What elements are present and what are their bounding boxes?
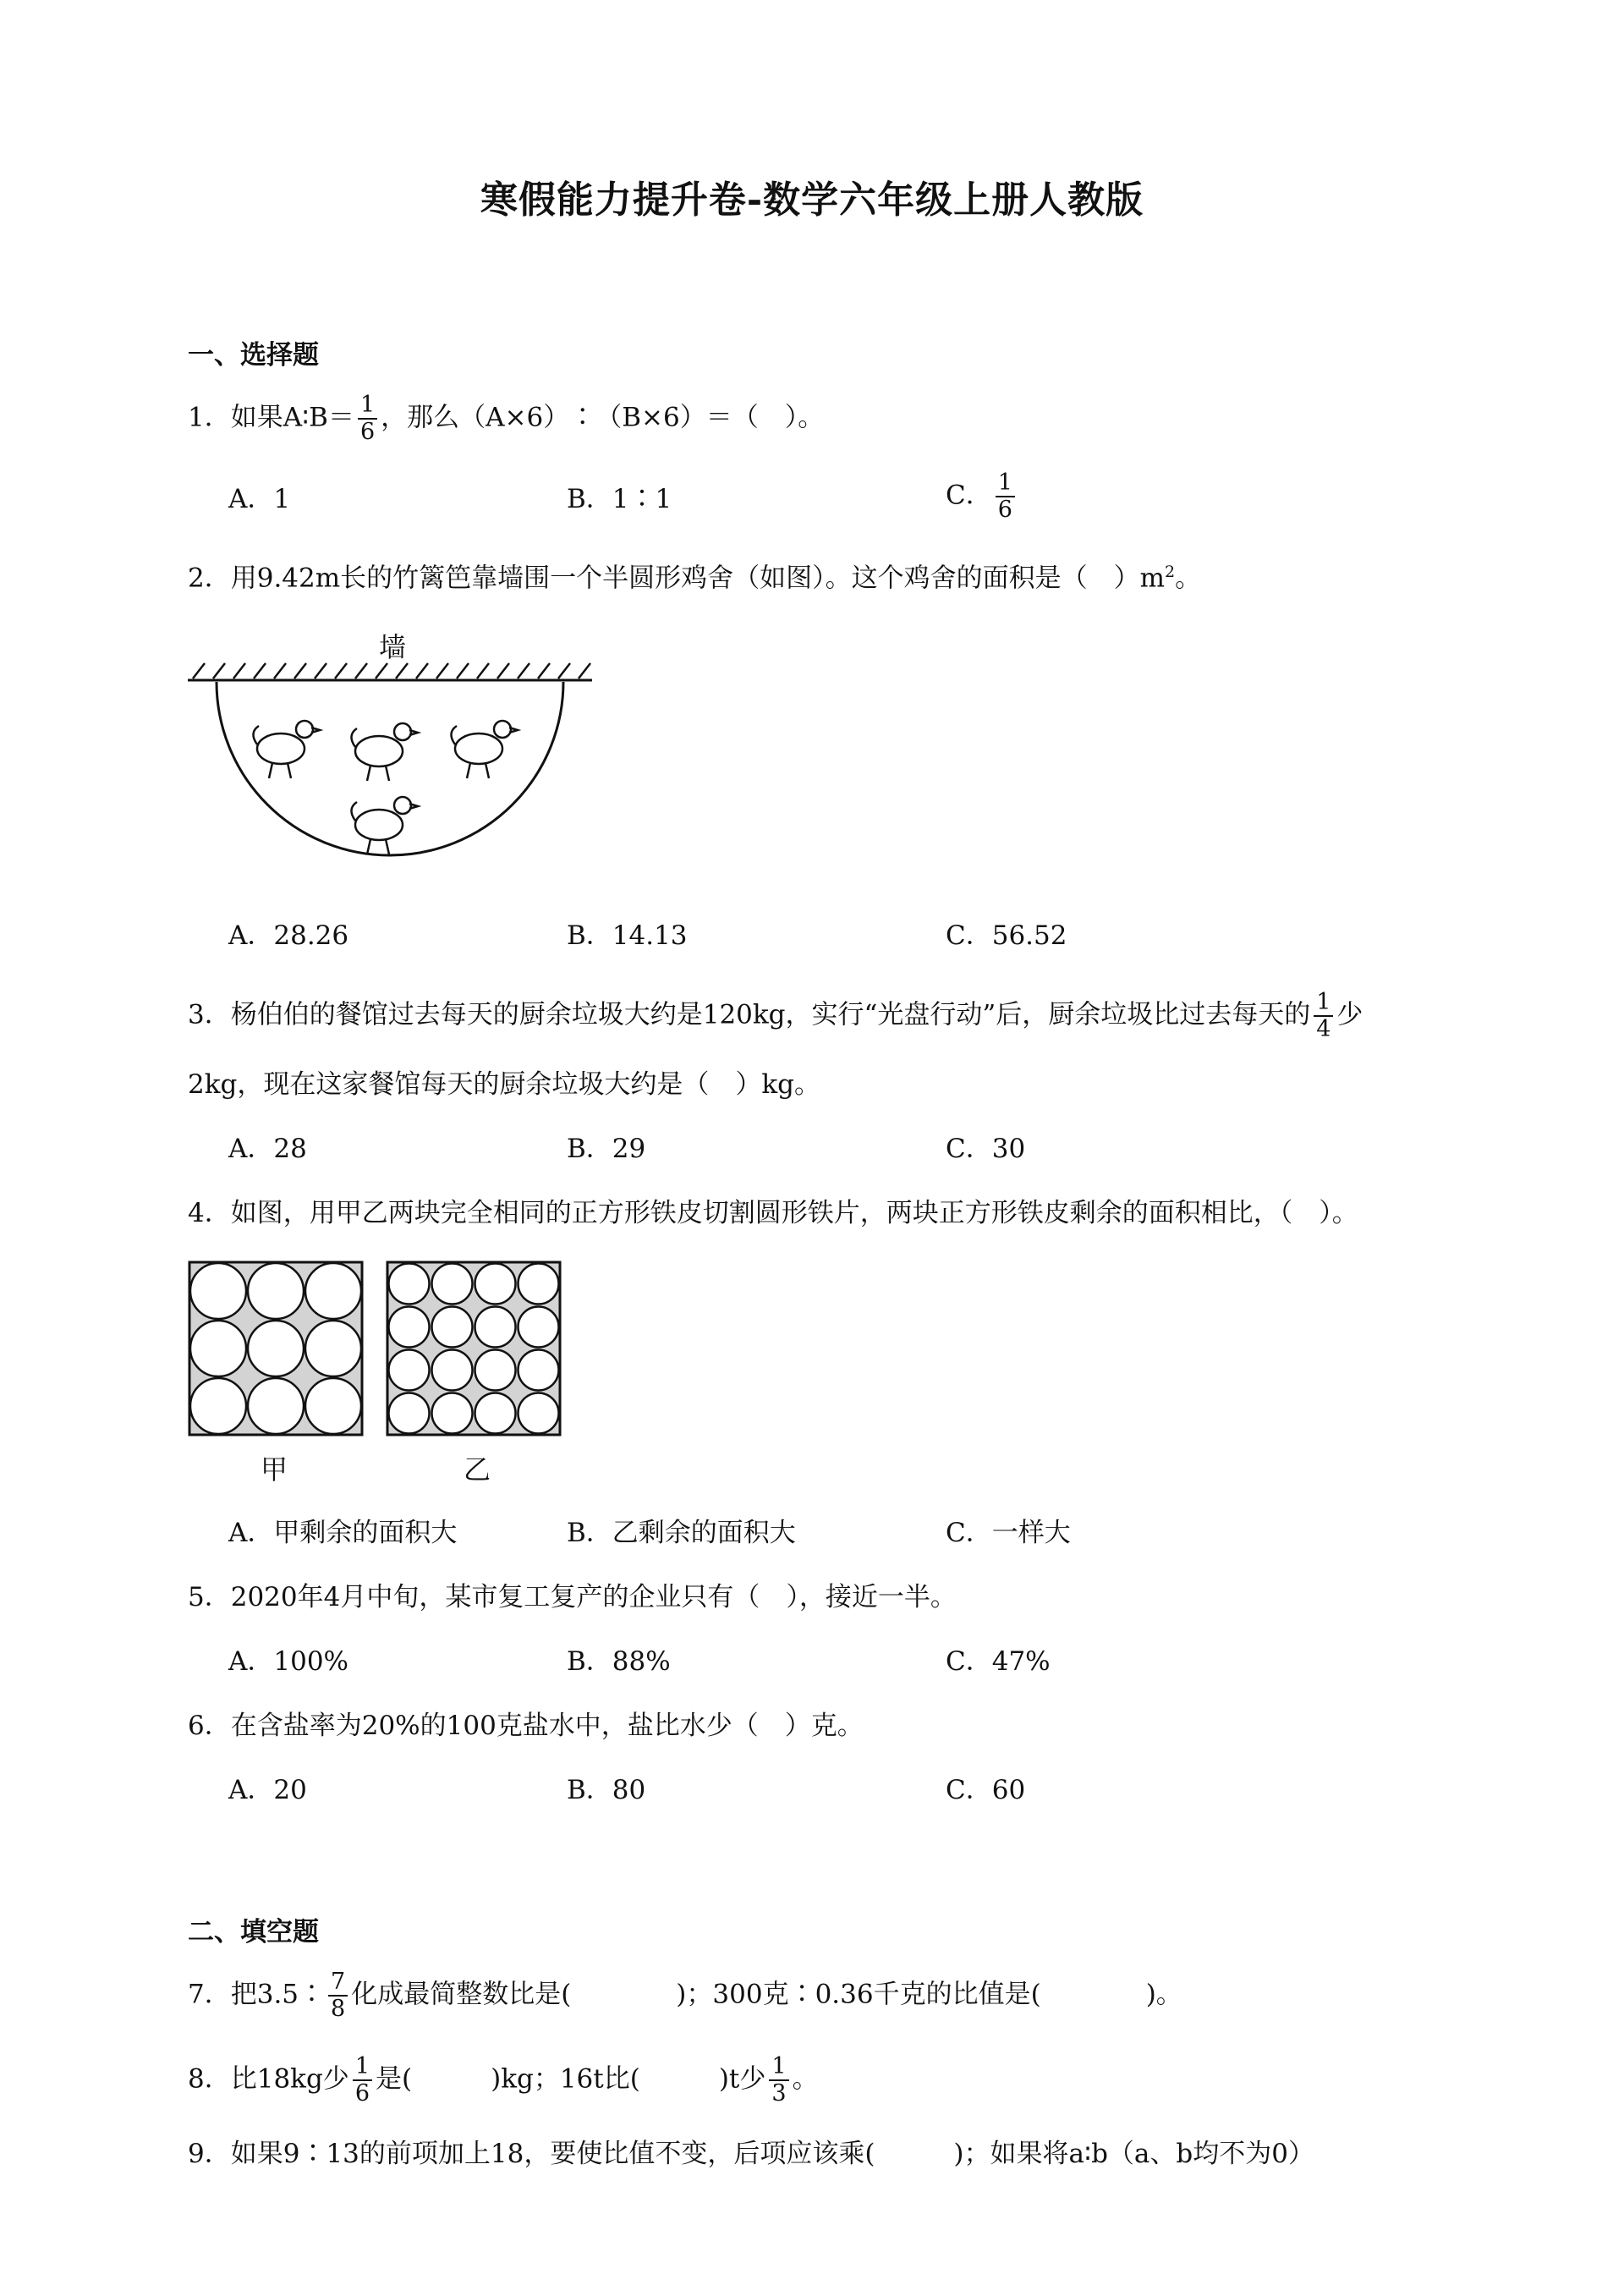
fraction: $\frac{1}{6}$ xyxy=(358,393,377,445)
fraction: $\frac{7}{8}$ xyxy=(328,1969,348,2022)
chicken-icon xyxy=(351,797,418,854)
q5-option-b: B．88% xyxy=(567,1646,671,1677)
fraction: $\frac{1}{6}$ xyxy=(996,470,1015,523)
q5-option-c: C．47% xyxy=(946,1646,1051,1677)
semicircle-coop-figure xyxy=(188,660,602,880)
question-4: 4．如图，用甲乙两块完全相同的正方形铁皮切割圆形铁片，两块正方形铁皮剩余的面积相比，（ ）。 xyxy=(188,1198,1358,1228)
page-title: 寒假能力提升卷-数学六年级上册人教版 xyxy=(480,179,1144,222)
q1-option-b: B．1∶1 xyxy=(567,484,672,514)
fraction: $\frac{1}{3}$ xyxy=(769,2054,788,2106)
section-heading-fill: 二、填空题 xyxy=(188,1917,319,1947)
q2-option-c: C．56.52 xyxy=(946,920,1067,951)
question-1 xyxy=(188,393,824,445)
square-a xyxy=(189,1262,362,1435)
q4-option-c: C．一样大 xyxy=(946,1518,1071,1548)
q6-option-c: C．60 xyxy=(946,1775,1026,1805)
q4-option-a: A．甲剩余的面积大 xyxy=(228,1518,458,1548)
square-b xyxy=(387,1262,560,1435)
question-1-text-pre: 1．如果A∶B＝ xyxy=(188,402,354,433)
q1-option-c: C． $\frac{1}{6}$ xyxy=(946,470,1018,523)
q2-option-b: B．14.13 xyxy=(567,920,688,951)
question-3: 3．杨伯伯的餐馆过去每天的厨余垃圾大约是120kg，实行“光盘行动”后，厨余垃圾比过去每天的 $\frac{1}{4}$ 少 xyxy=(188,989,1363,1042)
question-3-line-2: 2kg，现在这家餐馆每天的厨余垃圾大约是（ ）kg。 xyxy=(188,1069,820,1100)
q3-option-b: B．29 xyxy=(567,1134,646,1164)
fraction: $\frac{1}{4}$ xyxy=(1314,990,1333,1042)
question-5: 5．2020年4月中旬，某市复工复产的企业只有（ ），接近一半。 xyxy=(188,1582,957,1612)
label-jia: 甲 xyxy=(261,1453,288,1486)
question-9: 9．如果9∶13的前项加上18，要使比值不变，后项应该乘( )；如果将a∶b（a、b均不为0） xyxy=(188,2139,1314,2169)
q6-option-b: B．80 xyxy=(567,1775,646,1805)
question-7: 7．把3.5∶ $\frac{7}{8}$ 化成最简整数比是( )；300克∶0.36千克的比值是( )。 xyxy=(188,1969,1182,2022)
question-6: 6．在含盐率为20%的100克盐水中，盐比水少（ ）克。 xyxy=(188,1711,864,1741)
wall-label: 墙 xyxy=(379,631,407,663)
q4-option-b: B．乙剩余的面积大 xyxy=(567,1518,796,1548)
square-sheets-figure xyxy=(188,1261,568,1442)
question-1-text-post: ，那么（A×6）∶（B×6）＝（ ）。 xyxy=(381,402,825,433)
label-yi: 乙 xyxy=(464,1453,491,1486)
q5-option-a: A．100% xyxy=(228,1646,349,1677)
q2-option-a: A．28.26 xyxy=(228,920,349,951)
chicken-icon xyxy=(351,723,418,781)
q1-option-a: A．1 xyxy=(228,484,291,514)
section-heading-choice: 一、选择题 xyxy=(188,340,319,371)
fraction: $\frac{1}{6}$ xyxy=(353,2054,372,2106)
question-8: 8．比18kg少 $\frac{1}{6}$ 是( )kg；16t比( )t少 $\frac{1}{3}$ 。 xyxy=(188,2053,819,2106)
chicken-icon xyxy=(253,721,320,778)
q3-option-a: A．28 xyxy=(228,1134,307,1164)
question-2: 2．用9.42m长的竹篱笆靠墙围一个半圆形鸡舍（如图）。这个鸡舍的面积是（ ）$m^2$。 xyxy=(188,563,1202,594)
chicken-icon xyxy=(451,721,518,778)
q6-option-a: A．20 xyxy=(228,1775,307,1805)
q3-option-c: C．30 xyxy=(946,1134,1026,1164)
